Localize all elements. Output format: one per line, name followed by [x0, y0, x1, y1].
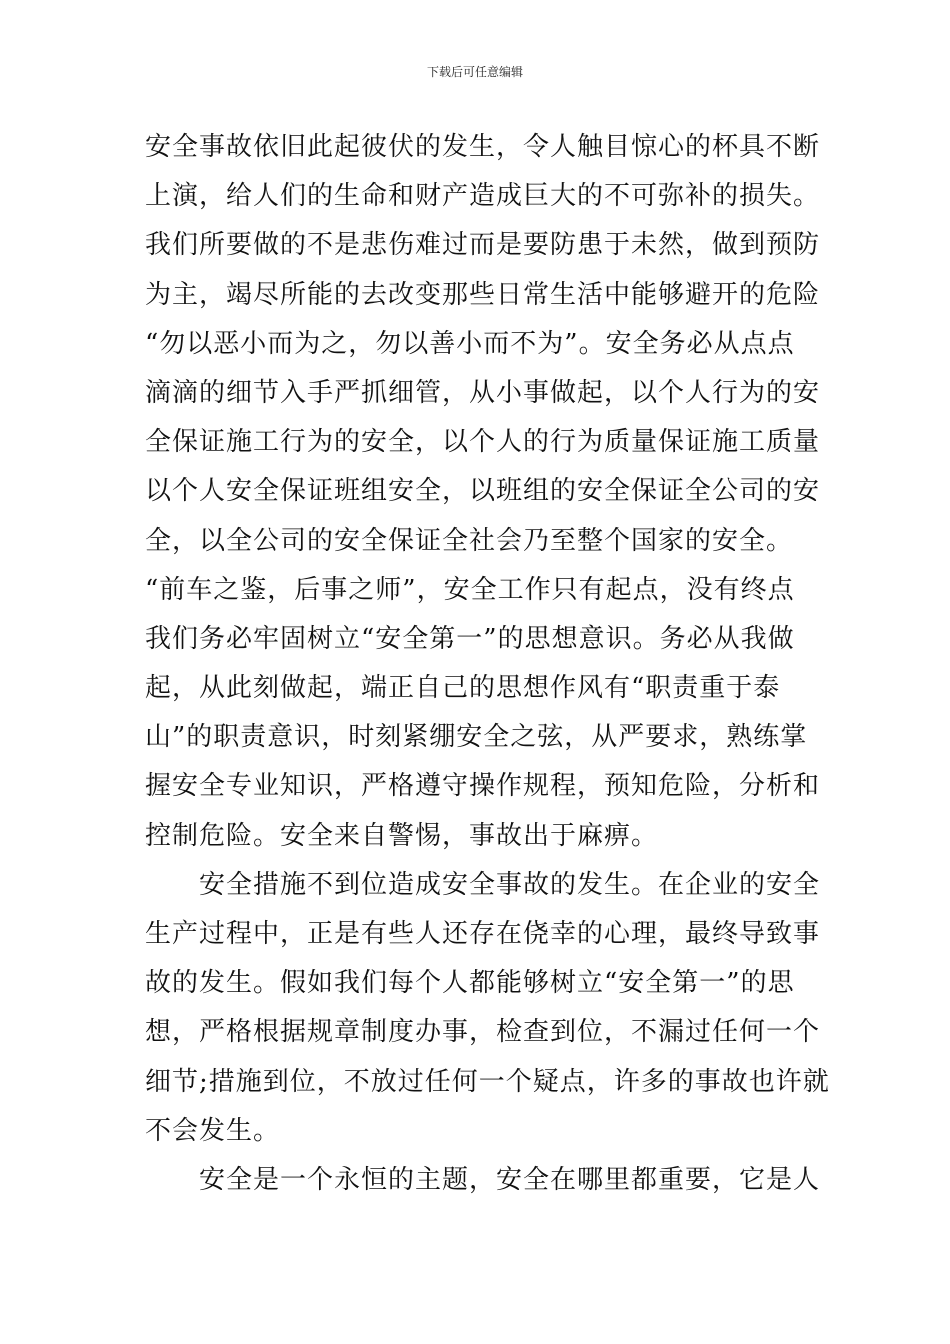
text-line: “前车之鉴，后事之师”，安全工作只有起点，没有终点	[145, 574, 795, 605]
body-text	[145, 123, 830, 1205]
text-line: 以个人安全保证班组安全，以班组的安全保证全公司的安	[145, 476, 821, 507]
text-line: 全，以全公司的安全保证全社会乃至整个国家的安全。	[145, 525, 794, 556]
text-line: “勿以恶小而为之，勿以善小而不为”。安全务必从点点	[145, 328, 795, 359]
text-line: 安全事故依旧此起彼伏的发生，令人触目惊心的杯具不断	[145, 132, 821, 162]
paragraph-start-line: 安全措施不到位造成安全事故的发生。在企业的安全	[199, 869, 821, 900]
page-header: 下载后可任意编辑	[426, 65, 523, 79]
text-line: 滴滴的细节入手严抓细管，从小事做起，以个人行为的安	[145, 377, 821, 408]
text-line: 细节;措施到位，不放过任何一个疑点，许多的事故也许就	[145, 1066, 830, 1097]
text-line: 全保证施工行为的安全，以个人的行为质量保证施工质量	[145, 427, 821, 458]
text-line: 故的发生。假如我们每个人都能够树立“安全第一”的思	[145, 968, 795, 999]
text-line: 不会发生。	[145, 1115, 281, 1146]
paragraph-start-line: 安全是一个永恒的主题，安全在哪里都重要，它是人	[199, 1164, 821, 1195]
text-line: 生产过程中，正是有些人还存在侥幸的心理，最终导致事	[145, 919, 821, 949]
text-line: 为主，竭尽所能的去改变那些日常生活中能够避开的危险	[145, 279, 821, 310]
text-line: 我们所要做的不是悲伤难过而是要防患于未然，做到预防	[145, 230, 821, 261]
text-line: 我们务必牢固树立“安全第一”的思想意识。务必从我做	[145, 623, 795, 654]
text-line: 控制危险。安全来自警惕，事故出于麻痹。	[145, 820, 659, 851]
text-line: 握安全专业知识，严格遵守操作规程，预知危险，分析和	[145, 771, 821, 802]
text-line: 山”的职责意识，时刻紧绷安全之弦，从严要求，熟练掌	[145, 722, 808, 753]
text-line: 上演，给人们的生命和财产造成巨大的不可弥补的损失。	[145, 181, 821, 212]
text-line: 起，从此刻做起，端正自己的思想作风有“职责重于泰	[145, 673, 781, 704]
text-line: 想，严格根据规章制度办事，检查到位，不漏过任何一个	[145, 1017, 821, 1048]
